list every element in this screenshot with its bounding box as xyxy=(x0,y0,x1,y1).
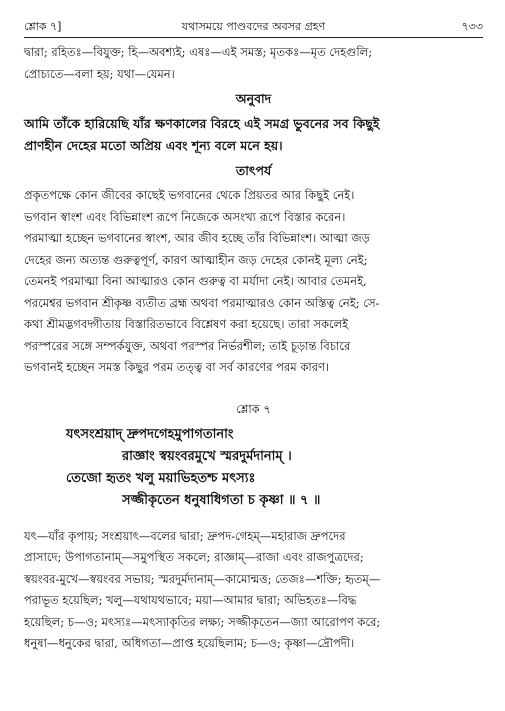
purport-line: কথা শ্রীমদ্ভগবদ্গীতায় বিস্তারিতভাবে বিশ্লেষণ করা হয়েছে। তারা সকলেই xyxy=(24,317,349,331)
sanskrit-verse xyxy=(24,424,483,512)
purport-line: ভগবান স্বাংশ এবং বিভিন্নাংশ রূপে নিজেকে অসংখ্য রূপে বিস্তার করেন। xyxy=(24,209,346,224)
translation-text xyxy=(24,113,483,157)
purport-heading: তাৎপর্য xyxy=(235,163,272,178)
synonym-line: হয়েছিল; চ—ও; মৎস্যঃ—মৎস্যাকৃতির লক্ষ্য; সজ্জীকৃতেন—জ্যা আরোপণ করে; xyxy=(24,614,381,629)
purport-line: প্রকৃতপক্ষে কোন জীবের কাছেই ভগবানের থেকে প্রিয়তর আর কিছুই নেই। xyxy=(24,188,355,202)
purport-line: পরমাত্মা হচ্ছেন ভগবানের স্বাংশ, আর জীব হচ্ছে তাঁর বিভিন্নাংশ। আত্মা জড় xyxy=(24,231,370,245)
synonym-line: স্বয়ংবর-মুখে—স্বয়ংবর সভায়; স্মরদুর্মদানাম্—কামোন্মত্ত; তেজঃ—শক্তি; হৃতম্— xyxy=(24,571,381,586)
purport-line: তেমনই পরমাত্মা বিনা আত্মারও কোন গুরুত্ব বা মর্যাদা নেই। আবার তেমনই, xyxy=(24,274,367,288)
header-chapter-title: যথাসময়ে পাণ্ডবদের অবসর গ্রহণ xyxy=(181,20,326,33)
purport-line: দেহের জন্য অত্যন্ত গুরুত্বপূর্ণ, কারণ আত্মাহীন জড় দেহের কোনই মূল্য নেই; xyxy=(24,252,368,267)
translation-heading: অনুবাদ xyxy=(235,91,272,106)
translation-line: আমি তাঁকে হারিয়েছি যাঁর ক্ষণকালের বিরহে এই সমগ্র ভুবনের সব কিছুই xyxy=(24,116,380,131)
synonym-line: প্রোচ্যতে—বলা হয়; যথা—যেমন। xyxy=(24,66,175,81)
purport-line: পরমেশ্বর ভগবান শ্রীকৃষ্ণ ব্যতীত ব্রহ্ম অথবা পরমাত্মারও কোন অস্তিত্ব নেই; সে- xyxy=(24,295,380,310)
verse-line: সজ্জীকৃতেন ধনুষাধিগতা চ কৃষ্ণা ॥ ৭ ॥ xyxy=(122,492,321,508)
verse-line: রাজ্ঞাং স্বয়ংবরমুখে স্মরদুর্মদানাম্ । xyxy=(122,448,292,464)
header-verse-ref: শ্লোক ৭] xyxy=(24,20,62,33)
word-synonyms xyxy=(24,526,483,655)
synonym-line: যৎ—যাঁর কৃপায়; সংশ্রয়াৎ—বলের দ্বারা; দ্রুপদ-গেহম্—মহারাজ দ্রুপদের xyxy=(24,528,346,543)
translation-line: প্রাণহীন দেহের মতো অপ্রিয় এবং শূন্য বলে মনে হয়। xyxy=(24,138,283,153)
verse-heading: শ্লোক ৭ xyxy=(236,401,271,416)
synonym-line: ধনুষা—ধনুকের দ্বারা, অধিগতা—প্রাপ্ত হয়েছিলাম; চ—ও; কৃষ্ণা—দ্রৌপদী। xyxy=(24,636,355,650)
purport-text xyxy=(24,185,483,379)
top-synonyms xyxy=(24,42,483,85)
purport-line: ভগবানই হচ্ছেন সমস্ত কিছুর পরম তত্ত্ব বা সর্ব কারণের পরম কারণ। xyxy=(24,360,330,374)
purport-line: পরস্পরের সঙ্গে সম্পর্কযুক্ত, অথবা পরস্পর নির্ভরশীল; তাই চূড়ান্ত বিচারে xyxy=(24,338,351,353)
page-header xyxy=(24,14,483,34)
verse-line: তেজো হৃতং খলু ময়াভিহতশ্চ মৎস্যঃ xyxy=(66,470,256,486)
verse-line: যৎসংশ্রয়াদ্ দ্রুপদগেহমুপাগতানাং xyxy=(66,426,234,442)
synonym-line: দ্বারা; রহিতঃ—বিযুক্ত; হি—অবশ্যই; এষঃ—এই সমস্ত; মৃতকঃ—মৃত দেহগুলি; xyxy=(24,45,373,59)
header-rule xyxy=(24,37,483,38)
synonym-line: প্রাসাদে; উপাগতানাম্—সমুপস্থিত সকলে; রাজ্ঞাম্—রাজা এবং রাজপুত্রদের; xyxy=(24,550,364,564)
synonym-line: পরাভূত হয়েছিল; খলু—যথাযথভাবে; ময়া—আমার দ্বারা; অভিহতঃ—বিদ্ধ xyxy=(24,593,357,607)
header-page-number: ৭৩৩ xyxy=(461,20,483,33)
